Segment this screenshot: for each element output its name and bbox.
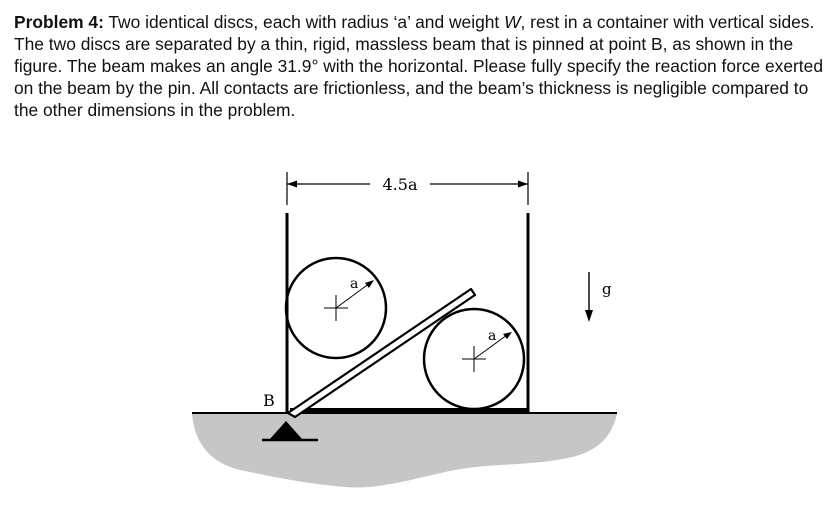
gravity-label: g <box>602 280 612 298</box>
right-radius-label: a <box>488 328 497 344</box>
problem-label: Problem 4: <box>14 12 104 32</box>
left-radius-label: a <box>350 276 359 292</box>
dimension-arrow-left <box>287 181 297 188</box>
dimension-arrow-right <box>518 181 528 188</box>
left-disc-radius-arrow <box>365 280 374 288</box>
problem-text-part-1: Two identical discs, each with radius ‘a’ and weight <box>103 12 505 32</box>
problem-text-part-2: , rest in a container with vertical sides. The two discs are separated by a thin, rigid, massless beam that is pinned at point B, as shown in the figure. The beam makes an angle 31.9° with the horizontal. Please fully specify the reaction force exerted on the beam by the pin. All contacts are frictionless, and the beam’s thickness is negligible compared to the other dimensions in the problem. <box>14 12 823 120</box>
weight-symbol: W <box>504 12 521 32</box>
gravity-arrow-head <box>585 310 593 322</box>
ground <box>192 414 617 487</box>
width-label: 4.5a <box>382 175 418 194</box>
right-disc-radius-arrow <box>503 332 512 339</box>
pin-label: B <box>263 391 275 410</box>
